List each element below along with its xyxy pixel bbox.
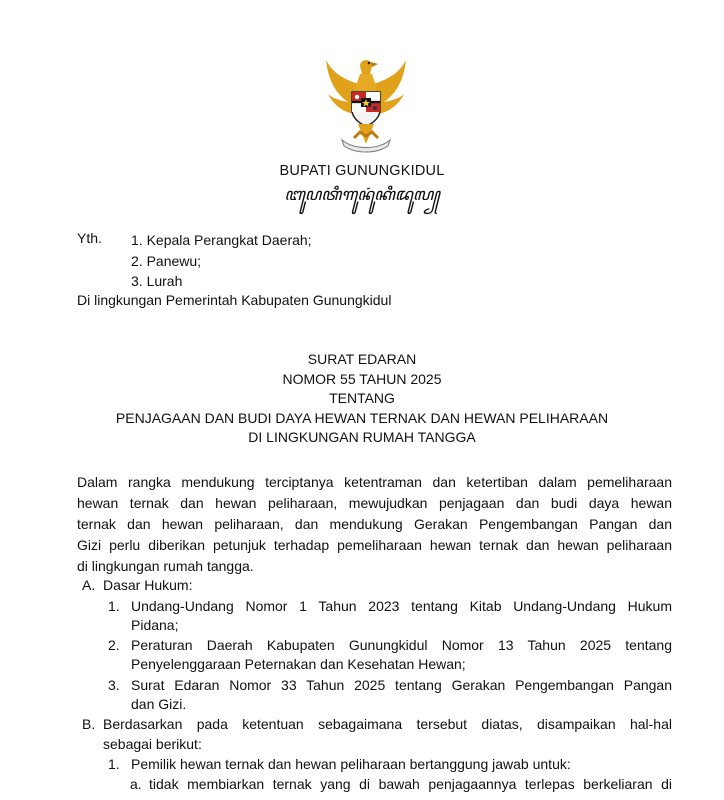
addressee-item: 1. Kepala Perangkat Daerah; <box>131 232 312 248</box>
section-b-text: Berdasarkan pada ketentuan sebagaimana tersebut diatas, disampaikan hal-hal <box>103 716 672 732</box>
salutation: Yth. <box>77 230 102 246</box>
section-b-label: B. <box>82 716 96 732</box>
section-a-heading: Dasar Hukum: <box>103 577 193 593</box>
intro-line: Dalam rangka mendukung terciptanya ketentraman dan ketertiban dalam pemeliharaan <box>77 474 672 490</box>
legal-item-text: Pidana; <box>131 617 179 633</box>
addressee-list <box>131 230 312 292</box>
legal-item-text: dan Gizi. <box>131 696 187 712</box>
garuda-emblem-icon <box>320 52 412 156</box>
provision-item-number: 1. <box>108 756 120 772</box>
doc-subject-line: PENJAGAAN DAN BUDI DAYA HEWAN TERNAK DAN HEWAN PELIHARAAN <box>115 409 609 426</box>
addressee-item: 2. Panewu; <box>131 252 202 269</box>
intro-line: hewan ternak dan hewan peliharaan, mewujudkan penjagaan dan budi daya hewan <box>77 495 672 511</box>
legal-item-text: Undang-Undang Nomor 1 Tahun 2023 tentang Kitab Undang-Undang Hukum <box>131 598 672 614</box>
legal-item-text: Penyelenggaraan Peternakan dan Kesehatan Hewan; <box>131 656 466 672</box>
section-a-label: A. <box>82 577 96 593</box>
doc-type: SURAT EDARAN <box>307 351 417 367</box>
addressee-location: Di lingkungan Pemerintah Kabupaten Gunungkidul <box>77 292 392 308</box>
office-title: BUPATI GUNUNGKIDUL <box>279 163 445 179</box>
provision-subitem-text: tidak membiarkan ternak yang di bawah penjagaannya terlepas berkeliaran di <box>149 776 672 792</box>
legal-item-text: Peraturan Daerah Kabupaten Gunungkidul Nomor 13 Tahun 2025 tentang <box>131 637 672 653</box>
addressee-item: 3. Lurah <box>131 273 183 289</box>
intro-paragraph <box>77 472 672 577</box>
document-title-block <box>0 350 724 448</box>
office-title-javanese-script: ꦧꦸꦥꦠꦶꦒꦸꦤꦸꦁꦏꦶꦢꦸꦭ꧀ <box>284 185 440 205</box>
provision-subitem-label: a. <box>130 776 142 792</box>
provision-item-text: Pemilik hewan ternak dan hewan peliharaan bertanggung jawab untuk: <box>131 756 571 772</box>
intro-line: ternak dan hewan peliharaan, dan mendukung Gerakan Pengembangan Pangan dan <box>77 516 672 532</box>
intro-line: Gizi perlu diberikan petunjuk terhadap pemeliharaan hewan ternak dan hewan peliharaan <box>77 537 672 553</box>
doc-subject-line: DI LINGKUNGAN RUMAH TANGGA <box>248 429 476 445</box>
section-b-text: sebagai berikut: <box>103 736 202 752</box>
doc-about: TENTANG <box>329 390 395 406</box>
intro-line: di lingkungan rumah tangga. <box>77 558 254 574</box>
legal-item-number: 2. <box>108 637 120 653</box>
legal-item-text: Surat Edaran Nomor 33 Tahun 2025 tentang Gerakan Pengembangan Pangan <box>131 677 672 693</box>
legal-item-number: 1. <box>108 598 120 614</box>
legal-item-number: 3. <box>108 677 120 693</box>
doc-number: NOMOR 55 TAHUN 2025 <box>282 370 442 387</box>
